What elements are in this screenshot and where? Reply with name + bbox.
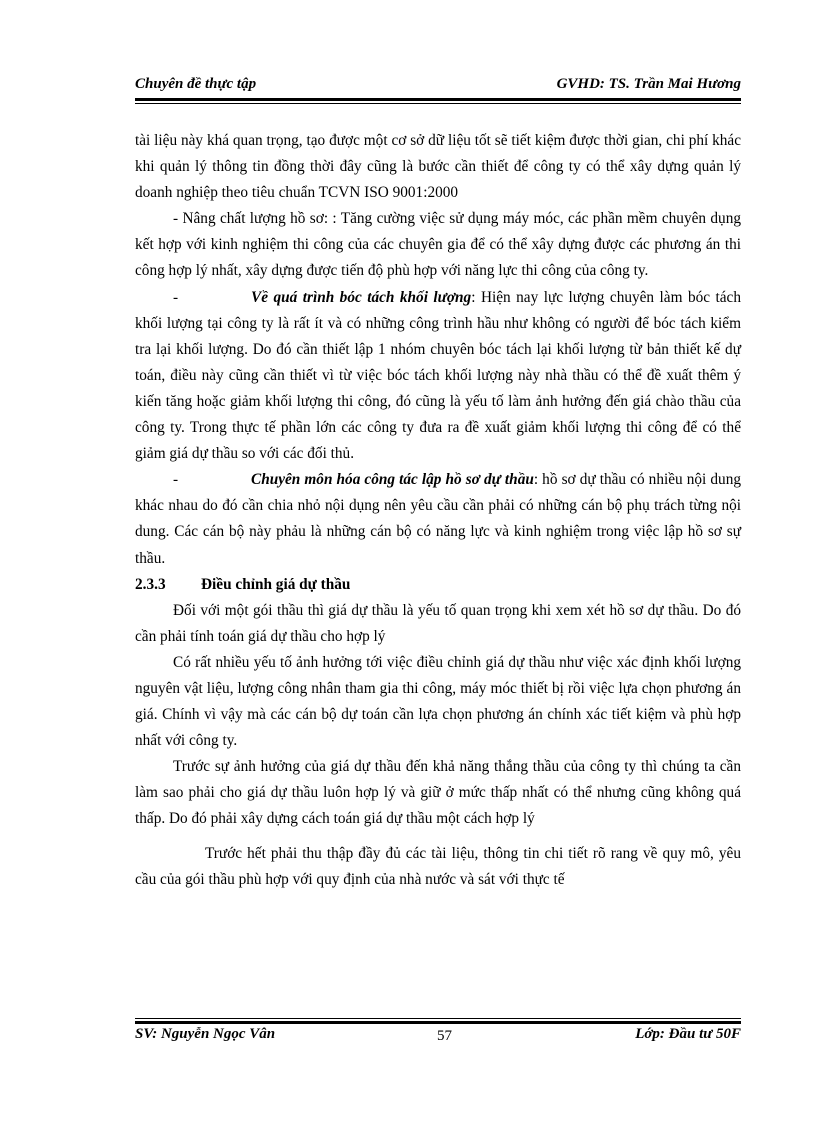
section-number: 2.3.3 — [135, 575, 166, 593]
section-heading — [135, 572, 741, 598]
bullet-body: : hồ sơ dự thầu có nhiều nội dung khác nhau do đó cần chia nhỏ nội dụng nên yêu cầu cần phải có những cán bộ phụ trách từng nội dung. Các cán bộ này phảu là những cán bộ có năng lực và kinh nghiệm trong việc lập hồ sơ sự thầu. — [135, 471, 741, 567]
page-footer — [135, 1026, 741, 1048]
paragraph: Trước sự ảnh hưởng của giá dự thầu đến khả năng thắng thầu của công ty thì chúng ta cần làm sao phải cho giá dự thầu luôn hợp lý và giữ ở mức thấp nhất có thể nhưng cũng không quá thấp. Do đó phải xây dựng cách toán giá dự thầu một cách hợp lý — [135, 758, 741, 828]
paragraph: Có rất nhiều yếu tố ảnh hưởng tới việc điều chỉnh giá dự thầu như việc xác định khối lượng nguyên vật liệu, lượng công nhân tham gia thi công, máy móc thiết bị rồi việc lựa chọn phương án giá. Chính vì vậy mà các cán bộ dự toán cần lựa chọn phương án chính xác tiết kiệm và phù hợp nhất với công ty. — [135, 653, 741, 750]
bullet-dash: - — [173, 471, 179, 489]
footer-rule-thin — [135, 1018, 741, 1019]
footer-class: Lớp: Đầu tư 50F — [635, 1026, 741, 1042]
header-rule-thick — [135, 98, 741, 101]
footer-student: SV: Nguyễn Ngọc Vân — [135, 1026, 276, 1042]
header-topic: Chuyên đề thực tập — [135, 76, 257, 92]
paragraph: - Nâng chất lượng hồ sơ: : Tăng cường việc sử dụng máy móc, các phần mềm chuyên dụng kết hợp với kinh nghiệm thi công của các chuyên gia để có thể xây dựng được các phương án thi công hợp lý nhất, xây dựng được tiến độ phù hợp với năng lực thi công của công ty. — [135, 210, 741, 280]
footer-rule-thick — [135, 1021, 741, 1024]
paragraph: tài liệu này khá quan trọng, tạo được một cơ sở dữ liệu tốt sẽ tiết kiệm được thời gian, chi phí khác khi quản lý thông tin đồng thời đây cũng là bước cần thiết để công ty có thể xây dựng quản lý doanh nghiệp theo tiêu chuẩn TCVN ISO 9001:2000 — [135, 132, 741, 202]
paragraph: Đối với một gói thầu thì giá dự thầu là yếu tố quan trọng khi xem xét hồ sơ dự thầu. Do đó cần phải tính toán giá dự thầu cho hợp lý — [135, 601, 741, 645]
bullet-paragraph — [135, 467, 741, 571]
section-title: Điều chỉnh giá dự thầu — [201, 575, 351, 593]
page-header — [135, 76, 741, 98]
bullet-paragraph — [135, 285, 741, 468]
page-number: 57 — [437, 1028, 452, 1044]
bullet-body: : Hiện nay lực lượng chuyên làm bóc tách khối lượng tại công ty là rất ít và có những công trình hầu như không có người để bóc tách kiểm tra lại khối lượng. Do đó cần thiết lập 1 nhóm chuyên bóc tách lại khối lượng từ bản thiết kế dự toán, điều này cũng cần thiết vì từ việc bóc tách khối lượng này nhà thầu có thể đề xuất thêm ý kiến tăng hoặc giảm khối lượng thi công, đó cũng là yếu tố làm ảnh hưởng đến giá chào thầu của công ty. Trong thực tế phần lớn các công ty đưa ra đề xuất giảm khối lượng thi công để có thể giảm giá dự thầu so với các đối thủ. — [135, 288, 741, 463]
page-body — [135, 128, 741, 893]
header-rule-thin — [135, 103, 741, 104]
bullet-title: Về quá trình bóc tách khối lượng — [251, 288, 472, 306]
paragraph: Trước hết phải thu thập đầy đủ các tài liệu, thông tin chi tiết rõ rang về quy mô, yêu cầu của gói thầu phù hợp với quy định của nhà nước và sát với thực tế — [135, 844, 741, 888]
bullet-title: Chuyên môn hóa công tác lập hồ sơ dự thầu — [251, 471, 534, 489]
bullet-dash: - — [173, 288, 179, 306]
header-supervisor: GVHD: TS. Trần Mai Hương — [556, 76, 741, 92]
